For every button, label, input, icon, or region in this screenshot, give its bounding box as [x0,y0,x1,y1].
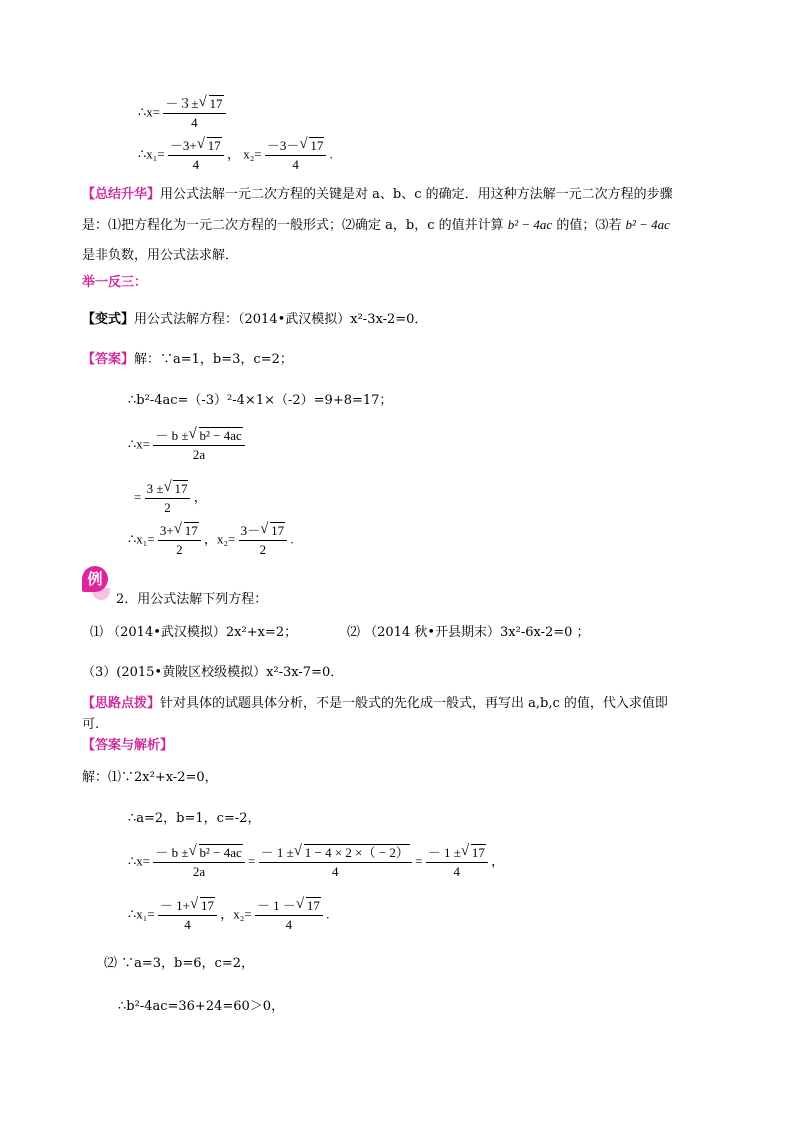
numerator-text: － 1 ± [427,845,461,860]
hint-text-1: 针对具体的试题具体分析，不是一般式的先化成一般式，再写出 a,b,c 的值，代入求值即 [160,696,668,711]
equals: = [248,853,256,869]
summary-line-1 [82,183,673,202]
comma: ， [491,853,505,869]
numerator-text: － 1+ [159,898,190,913]
answer1-line-2: ∴b²-4ac=（-3）²-4×1×（-2）=9+8=17； [128,393,393,408]
example-problem-2: ⑵ （2014 秋•开县期末）3x²-6x-2=0 ； [347,625,590,640]
numerator-text: 3 ± [146,481,164,496]
sqrt: √ 17 [260,521,285,538]
formula-x-top [138,96,226,131]
denominator: 2a [192,447,206,462]
answer2-line-3: ⑵ ∵a=3，b=6，c=2， [104,956,254,971]
x-label: ∴x= [128,853,151,869]
hint-tag: 【思路点拨】 [82,696,161,711]
sqrt: √ 17 [196,136,221,153]
numerator-text: － 1 － [256,898,296,913]
x2-label: x₂= [243,146,262,162]
answer2-formula [128,845,504,880]
summary-text-1: 用公式法解一元二次方程的关键是对 a、b、c 的确定．用这种方法解一元二次方程的步骤 [160,187,673,202]
fraction [153,428,244,463]
numerator-text: －3+ [169,138,197,153]
fraction [145,481,191,516]
radicand: b² − 4ac [199,845,242,860]
fraction [158,523,201,558]
x1-label: ∴x₁= [128,531,155,547]
numerator-text: － b ± [155,428,189,443]
example-problem-1: ⑴ （2014•武汉模拟）2x²+x=2； [90,625,298,640]
variant-tag: 【变式】 [82,312,135,327]
fraction [255,898,323,933]
summary-text-3: 是非负数，用公式法求解． [82,248,239,263]
radicand: b² − 4ac [199,428,242,443]
denominator: 4 [292,157,299,172]
answer2-line-4: ∴b²-4ac=36+24=60＞0， [118,999,285,1014]
denominator: 4 [184,917,191,932]
separator: ， [226,146,240,162]
sqrt: √ b² − 4ac [188,843,242,860]
x1-label: ∴x₁= [128,906,155,922]
radicand: 17 [174,481,188,496]
period: . [329,146,333,162]
x2-label: ，x₂= [203,531,236,547]
summary-line-2 [82,214,670,233]
sqrt: √ b² − 4ac [188,426,242,443]
sqrt: √ 1 − 4 × 2 ×（ − 2） [293,843,409,860]
x2-label: ，x₂= [220,906,252,922]
discriminant: b² − 4ac [507,217,553,232]
summary-line-3 [82,244,238,263]
discriminant: b² − 4ac [625,217,670,232]
answer2-roots [128,898,329,933]
example-problem-3: （3）(2015•黄陂区校级模拟）x²-3x-7=0． [82,665,344,680]
radicand: 17 [310,138,324,153]
sqrt: √ 17 [163,479,188,496]
denominator: 2 [259,542,267,557]
fraction [163,96,225,131]
therefore-x-label: ∴x= [138,104,161,120]
denominator: 2 [176,542,183,557]
comma: ， [193,489,207,505]
denominator: 2a [192,864,206,879]
answer-tag: 【答案】 [82,352,135,367]
fraction [265,138,327,173]
hint-line-1 [82,692,668,711]
answer2-tag: 【答案与解析】 [82,738,174,753]
radicand: 17 [271,523,285,538]
numerator-text: － 1 ± [260,845,294,860]
numerator-text: －３± [165,96,199,111]
answer1-simplified [134,481,207,516]
sqrt: √ 17 [460,843,485,860]
hint-line-2: 可. [82,717,100,732]
radicand: 17 [200,898,214,913]
equals: = [134,489,142,505]
answer1-line-1 [82,348,293,367]
numerator-text: －3－ [266,138,300,153]
equals: = [415,853,423,869]
numerator-text: 3+ [159,523,174,538]
sqrt: √ 17 [198,94,223,111]
summary-tag: 【总结升华】 [82,187,161,202]
answer-text: 解：∵a=1，b=3，c=2； [134,352,293,367]
variant-text: 用公式法解方程：（2014•武汉模拟）x²-3x-2=0． [134,312,428,327]
sqrt: √ 17 [295,896,320,913]
sqrt: √ 17 [299,136,324,153]
x-label: ∴x= [128,436,151,452]
answer1-formula [128,428,245,463]
summary-text-2b: 的值；⑶若 [556,218,622,233]
radicand: 17 [207,138,221,153]
numerator-text: － b ± [155,845,189,860]
fraction [239,523,288,558]
numerator-text: 3－ [240,523,261,538]
fraction [426,845,488,880]
denominator: 4 [285,917,293,932]
variant-line [82,308,427,327]
x1-label: ∴x₁= [138,146,165,162]
denominator: 4 [192,157,200,172]
fraction [259,845,412,880]
period: . [290,531,294,547]
section-title: 举一反三： [82,275,148,290]
radicand: 17 [471,845,485,860]
example-badge-icon: 例 [82,566,108,592]
period: . [326,906,330,922]
radicand: 17 [306,898,320,913]
denominator: 4 [453,864,460,879]
answer2-line-1: 解：⑴∵2x²+x-2=0， [82,770,218,785]
answer2-line-2: ∴a=2，b=1，c=-2， [128,811,261,826]
answer1-roots [128,523,294,558]
sqrt: √ 17 [189,896,214,913]
radicand: 1 − 4 × 2 ×（ − 2） [304,845,409,860]
fraction [158,898,217,933]
formula-roots-top [138,138,333,173]
fraction [153,845,244,880]
denominator: 2 [164,500,171,515]
radicand: 17 [209,96,223,111]
example-title: 2．用公式法解下列方程： [116,592,268,607]
radicand: 17 [184,523,198,538]
denominator: 4 [331,864,339,879]
denominator: 4 [191,115,198,130]
fraction [168,138,224,173]
sqrt: √ 17 [173,521,198,538]
summary-text-2a: 是：⑴把方程化为一元二次方程的一般形式；⑵确定 a，b，c 的值并计算 [82,218,504,233]
